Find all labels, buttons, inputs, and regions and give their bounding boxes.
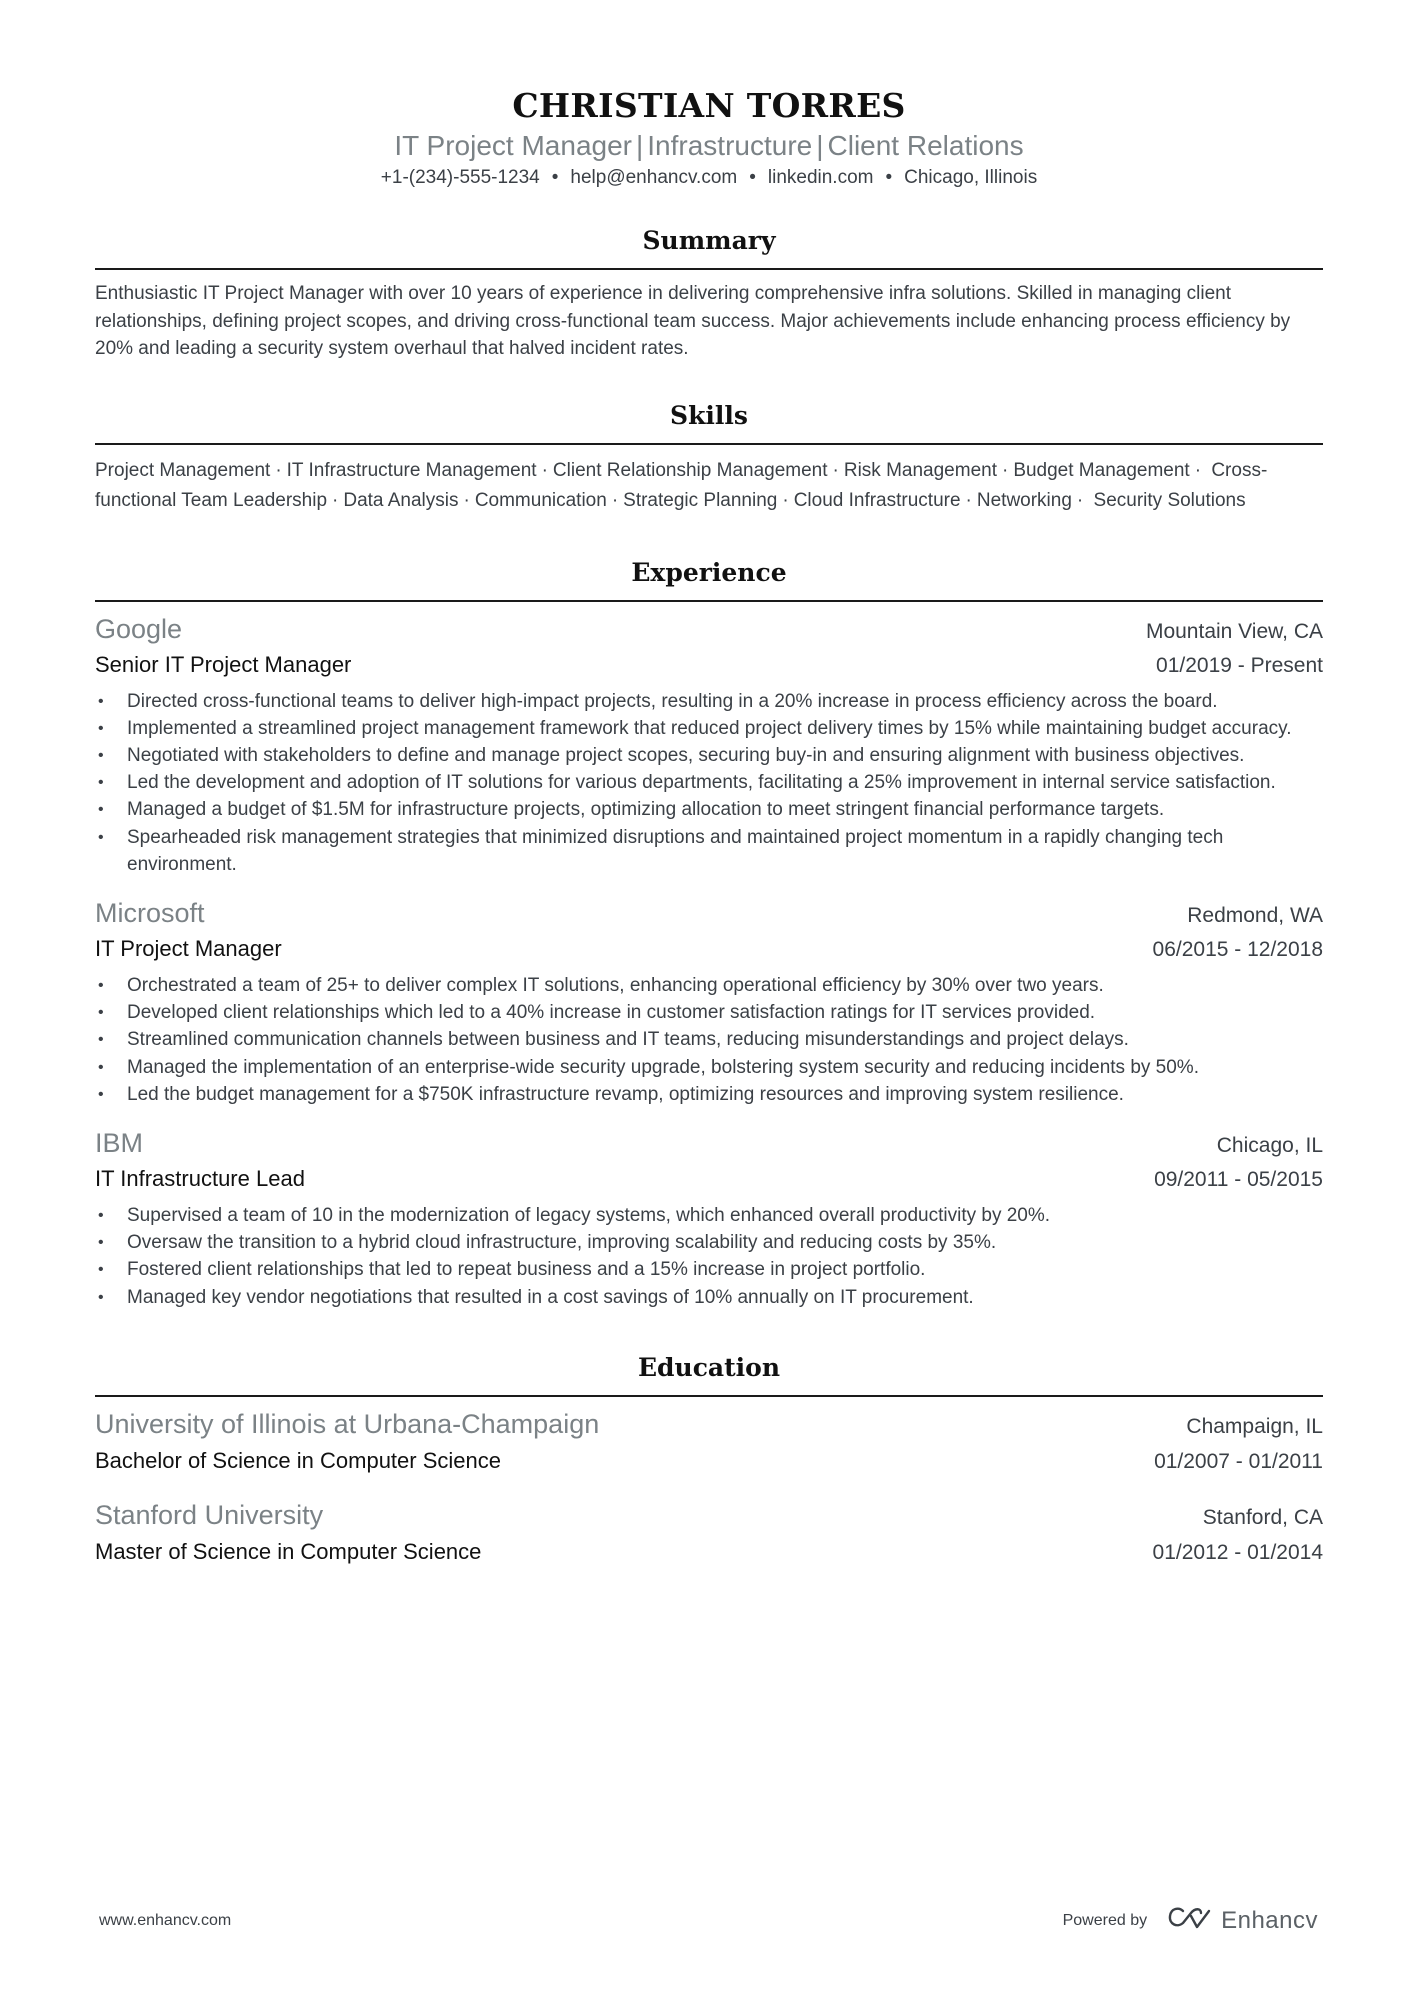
education-section xyxy=(95,1351,1323,1569)
title-part: IT Project Manager xyxy=(394,130,632,161)
section-heading-education: Education xyxy=(637,1352,781,1382)
degree: Master of Science in Computer Science xyxy=(95,1538,482,1564)
title-part: Client Relations xyxy=(827,130,1024,161)
job-bullet: • Streamlined communication channels between business and IT teams, reducing misunderstandings and project delays. xyxy=(95,1026,1323,1053)
skill-item: Security Solutions xyxy=(1093,489,1246,511)
skill-item: Strategic Planning xyxy=(623,489,778,511)
job-entry xyxy=(95,896,1323,1108)
brand-logo[interactable] xyxy=(1167,1905,1318,1936)
contact-separator: • xyxy=(749,167,756,188)
section-heading-skills: Skills xyxy=(670,400,748,430)
job-dates: 09/2011 - 05/2015 xyxy=(1154,1167,1323,1191)
job-bullet: • Managed the implementation of an enterprise-wide security upgrade, bolstering system security and reducing incidents by 50%. xyxy=(95,1054,1323,1081)
skill-separator: · xyxy=(965,489,972,511)
school-location: Stanford, CA xyxy=(1202,1505,1323,1529)
job-bullet: • Fostered client relationships that led to repeat business and a 15% increase in project portfolio. xyxy=(95,1256,1323,1283)
skill-separator: · xyxy=(782,489,789,511)
company-name: Google xyxy=(95,613,183,644)
candidate-title xyxy=(95,128,1323,164)
enhancv-logo-icon xyxy=(1167,1905,1213,1936)
school-name: Stanford University xyxy=(95,1499,324,1530)
skill-item: Cloud Infrastructure xyxy=(793,489,961,511)
skill-item: Cross-functional Team Leadership xyxy=(95,459,1268,511)
job-entry xyxy=(95,612,1323,878)
job-bullet: • Implemented a streamlined project management framework that reduced project delivery times by 15% while maintaining budget accuracy. xyxy=(95,715,1323,742)
job-bullet: • Developed client relationships which led to a 40% increase in customer satisfaction ratings for IT services provided. xyxy=(95,999,1323,1026)
section-divider xyxy=(95,600,1323,602)
job-role: Senior IT Project Manager xyxy=(95,651,352,677)
company-name: IBM xyxy=(95,1127,144,1158)
contact-separator: • xyxy=(885,167,893,188)
title-separator: | xyxy=(816,130,824,161)
job-dates: 01/2019 - Present xyxy=(1156,653,1323,677)
skill-item: Client Relationship Management xyxy=(552,459,828,481)
resume-page xyxy=(95,0,1323,1569)
skill-separator: · xyxy=(275,459,282,481)
skill-separator: · xyxy=(1001,459,1009,481)
job-bullets xyxy=(95,1202,1323,1311)
job-location: Chicago, IL xyxy=(1216,1133,1323,1157)
skill-separator: · xyxy=(1194,459,1202,481)
section-divider xyxy=(95,268,1323,270)
job-bullet: • Oversaw the transition to a hybrid cloud infrastructure, improving scalability and reducing costs by 35%. xyxy=(95,1229,1323,1256)
skill-separator: · xyxy=(832,459,839,481)
skill-item: Project Management xyxy=(95,459,271,481)
job-entry xyxy=(95,1126,1323,1311)
skill-separator: · xyxy=(541,459,548,481)
job-bullets xyxy=(95,972,1323,1108)
powered-by xyxy=(1063,1905,1318,1936)
education-entry xyxy=(95,1498,1323,1569)
skill-item: Budget Management xyxy=(1013,459,1190,481)
job-bullet: • Led the development and adoption of IT solutions for various departments, facilitating a 25% improvement in internal service satisfaction. xyxy=(95,769,1323,796)
education-entry xyxy=(95,1407,1323,1478)
school-location: Champaign, IL xyxy=(1186,1414,1323,1438)
job-bullets xyxy=(95,688,1323,878)
contact-linkedin[interactable]: linkedin.com xyxy=(767,167,874,188)
brand-name: Enhancv xyxy=(1221,1906,1318,1934)
title-part: Infrastructure xyxy=(647,130,813,161)
degree: Bachelor of Science in Computer Science xyxy=(95,1447,501,1473)
candidate-name: CHRISTIAN TORRES xyxy=(512,86,906,125)
section-heading-summary: Summary xyxy=(642,226,776,255)
skill-separator: · xyxy=(332,489,339,511)
contact-info xyxy=(95,164,1323,192)
company-name: Microsoft xyxy=(95,897,205,928)
experience-section xyxy=(95,556,1323,1311)
skill-separator: · xyxy=(1076,489,1084,511)
job-bullet: • Orchestrated a team of 25+ to deliver complex IT solutions, enhancing operational efficiency by 30% over two years. xyxy=(95,972,1323,999)
job-bullet: • Led the budget management for a $750K infrastructure revamp, optimizing resources and improving system resilience. xyxy=(95,1081,1323,1108)
job-role: IT Infrastructure Lead xyxy=(95,1165,305,1191)
page-footer xyxy=(99,1905,1318,1936)
education-dates: 01/2007 - 01/2011 xyxy=(1154,1449,1323,1473)
job-bullet: • Negotiated with stakeholders to define and manage project scopes, securing buy-in and ensuring alignment with business objectives. xyxy=(95,742,1323,769)
powered-by-label: Powered by xyxy=(1062,1911,1148,1929)
contact-separator: • xyxy=(551,167,559,188)
job-bullet: • Supervised a team of 10 in the modernization of legacy systems, which enhanced overall productivity by 20%. xyxy=(95,1202,1323,1229)
contact-location: Chicago, Illinois xyxy=(904,167,1038,188)
job-bullet: • Directed cross-functional teams to deliver high-impact projects, resulting in a 20% increase in process efficiency across the board. xyxy=(95,688,1323,715)
education-dates: 01/2012 - 01/2014 xyxy=(1152,1540,1323,1564)
skill-separator: · xyxy=(463,489,470,511)
job-dates: 06/2015 - 12/2018 xyxy=(1152,937,1323,961)
section-heading-experience: Experience xyxy=(631,557,787,587)
skill-item: Communication xyxy=(474,489,607,511)
skill-item: IT Infrastructure Management xyxy=(286,459,537,481)
skill-separator: · xyxy=(611,489,619,511)
skill-item: Networking xyxy=(976,489,1072,511)
skills-list xyxy=(95,456,1323,516)
job-bullet: • Managed a budget of $1.5M for infrastructure projects, optimizing allocation to meet stringent financial performance targets. xyxy=(95,796,1323,823)
job-location: Mountain View, CA xyxy=(1145,619,1323,643)
summary-section xyxy=(95,224,1323,363)
job-location: Redmond, WA xyxy=(1187,903,1323,927)
resume-header xyxy=(95,0,1323,192)
section-divider xyxy=(95,1395,1323,1397)
job-role: IT Project Manager xyxy=(95,935,282,961)
job-bullet: • Spearheaded risk management strategies that minimized disruptions and maintained project momentum in a rapidly changing tech environment. xyxy=(95,824,1323,878)
summary-text: Enthusiastic IT Project Manager with over 10 years of experience in delivering comprehensive infra solutions. Skilled in managing client relationships, defining project scopes, and driving cross-functional team success. Major achievements include enhancing process efficiency by 20% and leading a security system overhaul that halved incident rates. xyxy=(95,283,1291,359)
skill-item: Risk Management xyxy=(843,459,997,481)
contact-email[interactable]: help@enhancv.com xyxy=(570,167,738,188)
contact-phone: +1-(234)-555-1234 xyxy=(380,167,540,188)
section-divider xyxy=(95,443,1323,445)
school-name: University of Illinois at Urbana-Champaign xyxy=(95,1408,600,1439)
skills-section xyxy=(95,399,1323,516)
footer-url-link[interactable]: www.enhancv.com xyxy=(99,1911,232,1929)
title-separator: | xyxy=(635,130,644,161)
job-bullet: • Managed key vendor negotiations that resulted in a cost savings of 10% annually on IT procurement. xyxy=(95,1284,1323,1311)
skill-item: Data Analysis xyxy=(343,489,459,511)
